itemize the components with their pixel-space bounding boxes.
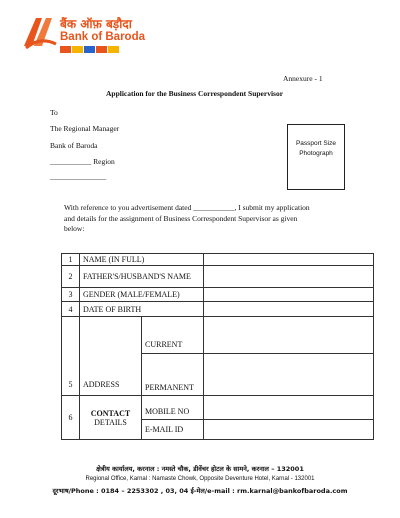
bank-name-hindi: बैंक ऑफ़ बड़ौदा: [60, 17, 132, 31]
row-label: [80, 396, 142, 440]
passport-photo-box: [287, 124, 345, 190]
footer-contact-line: दूरभाष/Phone : 0184 – 2253302 , 03, 04 ई-मेल/e-mail : rm.karnal@bankofbaroda.com: [52, 487, 348, 495]
strip-swatch: [72, 46, 83, 53]
row-label: NAME (IN FULL): [80, 254, 204, 266]
row-number: 1: [62, 254, 80, 266]
contact-label: CONTACT: [90, 408, 131, 418]
application-form-table: [61, 253, 374, 440]
row-label: DATE OF BIRTH: [80, 302, 204, 317]
footer-line-hindi: क्षेत्रीय कार्यालय, करनाल : नमस्ते चौक, डीवेंचर होटल के सामने, करनाल – 132001: [96, 465, 304, 473]
table-row: [62, 396, 374, 420]
intro-line-1: With reference to you advertisement dated ___________, I submit my application: [64, 203, 310, 212]
name-input-cell[interactable]: [204, 254, 374, 266]
bank-name-english: Bank of Baroda: [60, 31, 145, 43]
sub-label: MOBILE NO: [142, 396, 204, 420]
row-number: 2: [62, 266, 80, 288]
intro-paragraph: [64, 203, 310, 235]
row-label: ADDRESS: [80, 317, 142, 396]
sub-label: CURRENT: [142, 317, 204, 354]
intro-line-2: and details for the assignment of Business Correspondent Supervisor as given: [64, 213, 298, 223]
photo-label-2: Photograph: [299, 150, 333, 157]
email-input-cell[interactable]: [204, 420, 374, 440]
details-label: DETAILS: [94, 417, 127, 427]
date-of-birth-input-cell[interactable]: [204, 302, 374, 317]
blank-line[interactable]: _______________: [50, 172, 107, 181]
photo-label-1: Passport Size: [295, 140, 337, 147]
current-address-input-cell[interactable]: [204, 317, 374, 354]
region-line: [50, 157, 115, 166]
row-number: 6: [62, 396, 80, 440]
bank-of-baroda-logo-icon: [20, 14, 60, 54]
gender-input-cell[interactable]: [204, 288, 374, 302]
annexure-label: Annexure - 1: [283, 74, 323, 83]
row-number: 5: [62, 317, 80, 396]
row-number: 3: [62, 288, 80, 302]
strip-swatch: [108, 46, 119, 53]
address-line-1: The Regional Manager: [50, 124, 120, 133]
region-label: Region: [93, 157, 115, 166]
table-row: [62, 288, 374, 302]
strip-swatch: [60, 46, 71, 53]
row-label: FATHER'S/HUSBAND'S NAME: [80, 266, 204, 288]
document-title: Application for the Business Correspondent Supervisor: [106, 89, 284, 98]
table-row: [62, 254, 374, 266]
sub-label: E-MAIL ID: [142, 420, 204, 440]
table-row: [62, 266, 374, 288]
footer-line-english: Regional Office, Karnal : Namaste Chowk, Opposite Deventure Hotel, Karnal - 132001: [85, 476, 315, 482]
address-to: To: [50, 108, 58, 117]
brand-color-strip: [60, 46, 119, 53]
row-label: GENDER (MALE/FEMALE): [80, 288, 204, 302]
father-husband-name-input-cell[interactable]: [204, 266, 374, 288]
region-blank[interactable]: ___________: [50, 157, 92, 166]
strip-swatch: [84, 46, 95, 53]
strip-swatch: [96, 46, 107, 53]
table-row: [62, 302, 374, 317]
intro-line-3: below:: [64, 224, 85, 233]
mobile-input-cell[interactable]: [204, 396, 374, 420]
sub-label: PERMANENT: [142, 354, 204, 396]
permanent-address-input-cell[interactable]: [204, 354, 374, 396]
row-number: 4: [62, 302, 80, 317]
address-line-2: Bank of Baroda: [50, 141, 98, 150]
table-row: [62, 317, 374, 354]
